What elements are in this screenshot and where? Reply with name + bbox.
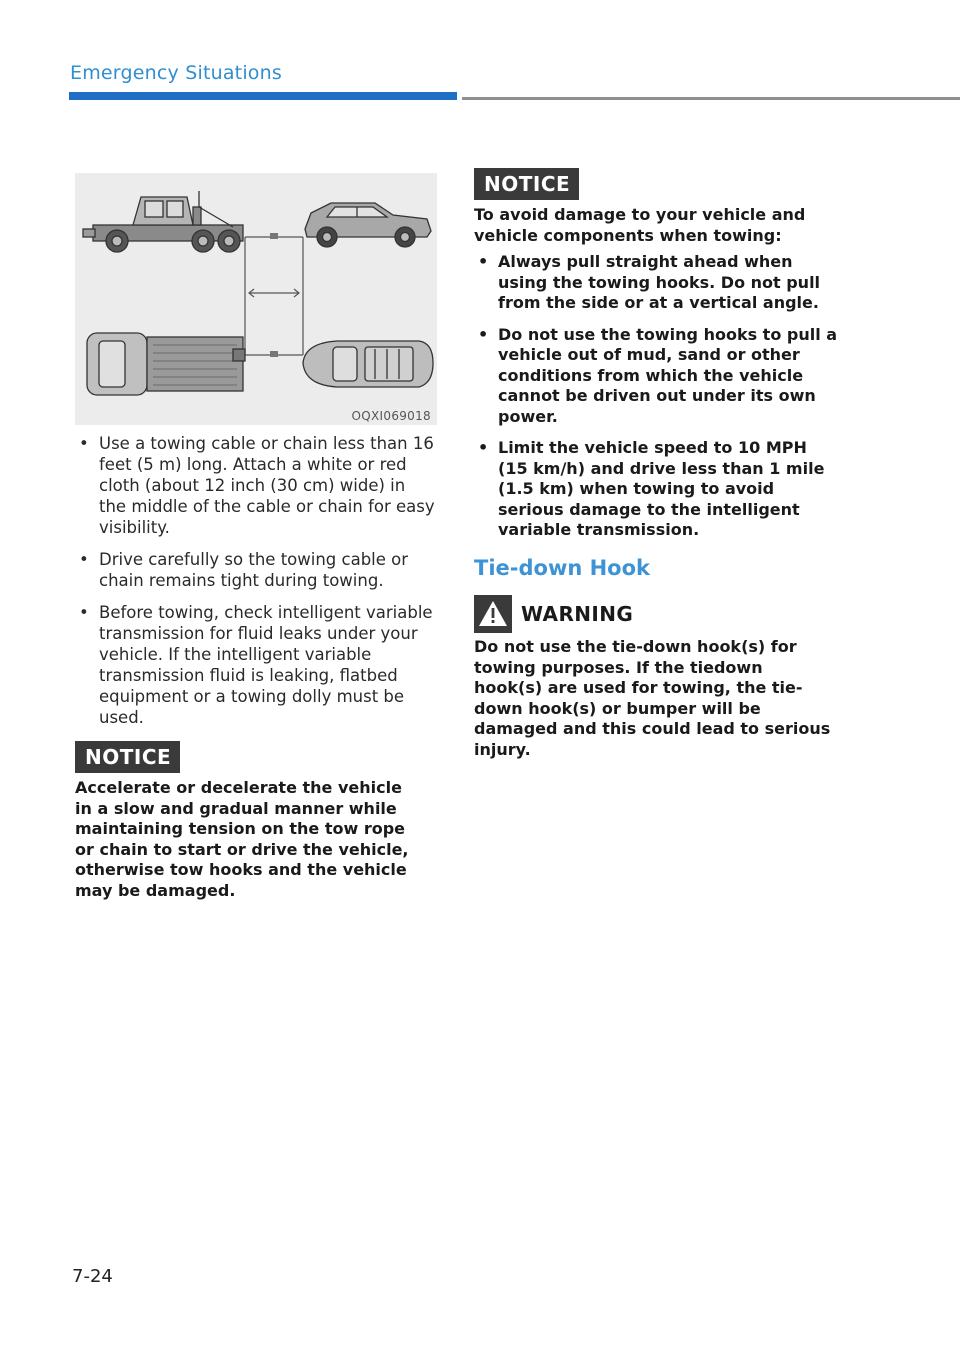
header-rule-accent <box>69 92 457 100</box>
section-header-title: Emergency Situations <box>70 62 282 84</box>
list-item-text: Always pull straight ahead when using the towing hooks. Do not pull from the side or at a vertical angle. <box>498 252 821 312</box>
list-item-text: Drive carefully so the towing cable or chain remains tight during towing. <box>99 550 409 590</box>
suv-side <box>305 203 431 247</box>
list-item-text: Before towing, check intelligent variable transmission for fluid leaks under your vehicle. If the intelligent variable transmission fluid is leaking, flatbed equipment or a towing dolly must be used. <box>99 603 433 727</box>
notice-left-text: Accelerate or decelerate the vehicle in a slow and gradual manner while maintaining tension on the tow rope or chain to start or drive the vehicle, otherwise tow hooks and the vehicle may be damaged. <box>75 778 409 900</box>
tow-truck-top <box>87 333 245 395</box>
tie-down-hook-title: Tie-down Hook <box>474 556 650 580</box>
list-item <box>75 549 437 591</box>
list-item-text: Use a towing cable or chain less than 16 feet (5 m) long. Attach a white or red cloth (about 12 inch (30 cm) wide) in the middle of the cable or chain for easy visibility. <box>99 434 435 537</box>
warning-label: WARNING <box>521 602 634 626</box>
notice-label-left: NOTICE <box>75 741 180 773</box>
list-item-text: Do not use the towing hooks to pull a vehicle out of mud, sand or other conditions from which the vehicle cannot be driven out under its own power. <box>498 324 838 426</box>
bullet-glyph: • <box>79 434 89 453</box>
list-item <box>474 438 840 541</box>
towing-tips-list <box>75 433 437 739</box>
bullet-glyph: • <box>79 603 89 622</box>
bullet-glyph: • <box>478 438 489 457</box>
list-item <box>474 325 840 428</box>
list-item <box>75 602 437 728</box>
warning-text: Do not use the tie-down hook(s) for towing purposes. If the tiedown hook(s) are used for towing, the tie-down hook(s) or bumper will be damaged and this could lead to serious injury. <box>474 637 831 759</box>
tow-truck-side <box>83 191 243 252</box>
bullet-glyph: • <box>478 324 489 344</box>
warning-triangle-icon <box>474 595 512 637</box>
page-number: 7-24 <box>72 1266 113 1287</box>
notice-right-intro: To avoid damage to your vehicle and vehicle components when towing: <box>474 205 806 245</box>
notice-right-list <box>474 252 840 552</box>
figure-code: OQXI069018 <box>351 409 431 423</box>
list-item <box>474 252 840 314</box>
towing-illustration <box>75 173 437 425</box>
header-rule-gray <box>462 97 960 100</box>
notice-label-right: NOTICE <box>474 168 579 200</box>
list-item <box>75 433 437 538</box>
towing-diagram-svg <box>75 173 437 425</box>
list-item-text: Limit the vehicle speed to 10 MPH (15 km/h) and drive less than 1 mile (1.5 km) when towing to avoid serious damage to the intelligent variable transmission. <box>498 438 825 539</box>
bullet-glyph: • <box>478 252 489 271</box>
bullet-glyph: • <box>79 550 89 569</box>
suv-top <box>303 341 433 387</box>
